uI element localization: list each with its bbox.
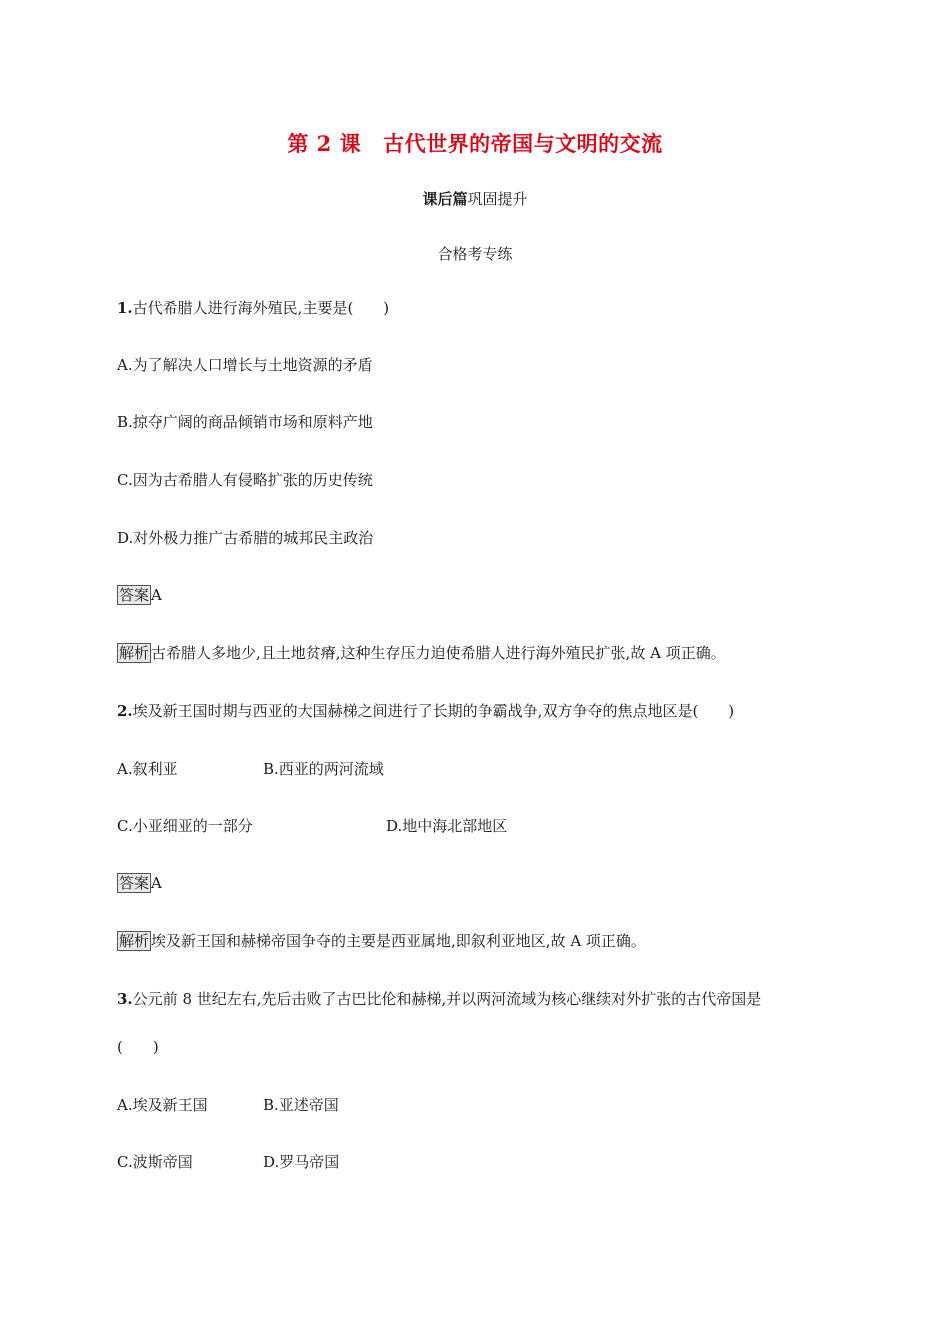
question-3-option-b: B.亚述帝国 (263, 1096, 339, 1114)
question-number: 2. (117, 702, 133, 720)
question-2-option-d: D.地中海北部地区 (386, 817, 508, 835)
subtitle-rest: 巩固提升 (467, 190, 528, 208)
question-2-stem (117, 700, 734, 722)
analysis-label: 解析 (119, 644, 150, 662)
question-3-stem-continued: ( ) (117, 1038, 159, 1056)
question-1-stem (117, 297, 389, 319)
question-1-option-d: D.对外极力推广古希腊的城邦民主政治 (117, 529, 374, 547)
question-2-answer (117, 872, 162, 894)
question-text: 古代希腊人进行海外殖民,主要是( ) (132, 299, 390, 317)
answer-value: A (151, 874, 162, 892)
question-text: 公元前 8 世纪左右,先后击败了古巴比伦和赫梯,并以两河流域为核心继续对外扩张的古代帝国是 (132, 990, 762, 1008)
question-3-option-a: A.埃及新王国 (117, 1096, 208, 1114)
question-3-stem (117, 988, 761, 1010)
question-1-option-b: B.掠夺广阔的商品倾销市场和原料产地 (117, 413, 373, 431)
question-3-option-c: C.波斯帝国 (117, 1153, 193, 1171)
answer-value: A (151, 586, 162, 604)
answer-label: 答案 (119, 874, 150, 892)
lesson-number: 第 2 课 (287, 131, 362, 156)
question-1-analysis (117, 642, 726, 664)
page-subtitle (0, 188, 950, 209)
question-2-option-b: B.西亚的两河流域 (263, 760, 384, 778)
analysis-text: 古希腊人多地少,且土地贫瘠,这种生存压力迫使希腊人进行海外殖民扩张,故 A 项正确。 (151, 644, 726, 662)
question-text: 埃及新王国时期与西亚的大国赫梯之间进行了长期的争霸战争,双方争夺的焦点地区是( ) (132, 702, 735, 720)
analysis-label: 解析 (119, 932, 150, 950)
question-1-answer (117, 584, 162, 606)
question-number: 3. (117, 990, 133, 1008)
question-2-option-a: A.叙利亚 (117, 760, 178, 778)
subtitle-bold: 课后篇 (422, 190, 468, 208)
answer-label: 答案 (119, 586, 150, 604)
section-heading: 合格考专练 (437, 245, 513, 263)
question-1-option-c: C.因为古希腊人有侵略扩张的历史传统 (117, 471, 373, 489)
lesson-title: 古代世界的帝国与文明的交流 (383, 131, 663, 156)
analysis-text: 埃及新王国和赫梯帝国争夺的主要是西亚属地,即叙利亚地区,故 A 项正确。 (151, 932, 646, 950)
question-2-option-c: C.小亚细亚的一部分 (117, 817, 253, 835)
question-3-option-d: D.罗马帝国 (263, 1153, 340, 1171)
question-2-analysis (117, 930, 646, 952)
page-title (0, 128, 950, 158)
question-1-option-a: A.为了解决人口增长与土地资源的矛盾 (117, 356, 373, 374)
question-number: 1. (117, 299, 133, 317)
